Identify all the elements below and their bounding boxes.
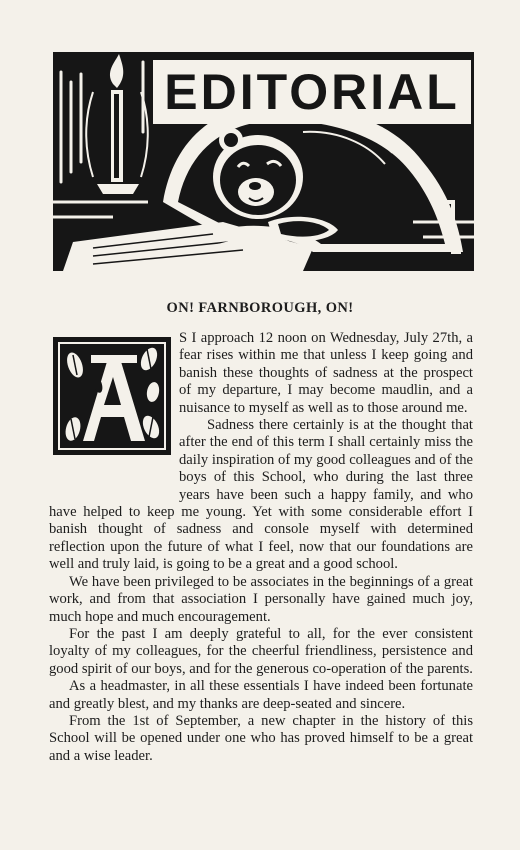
paragraph-1: S I approach 12 noon on Wednesday, July 27th, a fear rises within me that unless I keep going and banish these thoughts of sadness at the prospect of my departure, I may become maudlin, and a nuisance to myself as well as to those around me.	[179, 330, 473, 416]
banner-title: EDITORIAL	[153, 60, 471, 124]
article-headline: ON! FARNBOROUGH, ON!	[166, 300, 354, 316]
editorial-banner	[53, 52, 474, 271]
paragraph-2: Sadness there certainly is at the thought that after the end of this term I shall certainly miss the daily inspiration of my good colleagues and of the boys of this School, who during the last three years have been such a happy family, and who have helped to keep me young. Yet with some considerable effort I banish thought of sadness and console myself with determined reflection upon the future of what I feel, now that our foundations are well and truly laid, is going to be a great and a good school.	[49, 417, 473, 573]
paragraph-4: For the past I am deeply grateful to all, for the ever consistent loyalty of my colleagues, for the cheerful friendliness, persistence and good spirit of our boys, and for the generous co-operation of the parents.	[49, 625, 473, 677]
paragraph-6: From the 1st of September, a new chapter in the history of this School will be opened under one who has proved himself to be a great and a wise leader.	[49, 712, 473, 764]
dropcap-spacer	[49, 330, 179, 488]
paragraph-5: As a headmaster, in all these essentials I have indeed been fortunate and greatly blest, and my thanks are deep-seated and sincere.	[49, 678, 473, 712]
paragraph-3: We have been privileged to be associates in the beginnings of a great work, and from that association I personally have gained much joy, much hope and much encouragement.	[49, 573, 473, 625]
article-body	[49, 330, 473, 765]
